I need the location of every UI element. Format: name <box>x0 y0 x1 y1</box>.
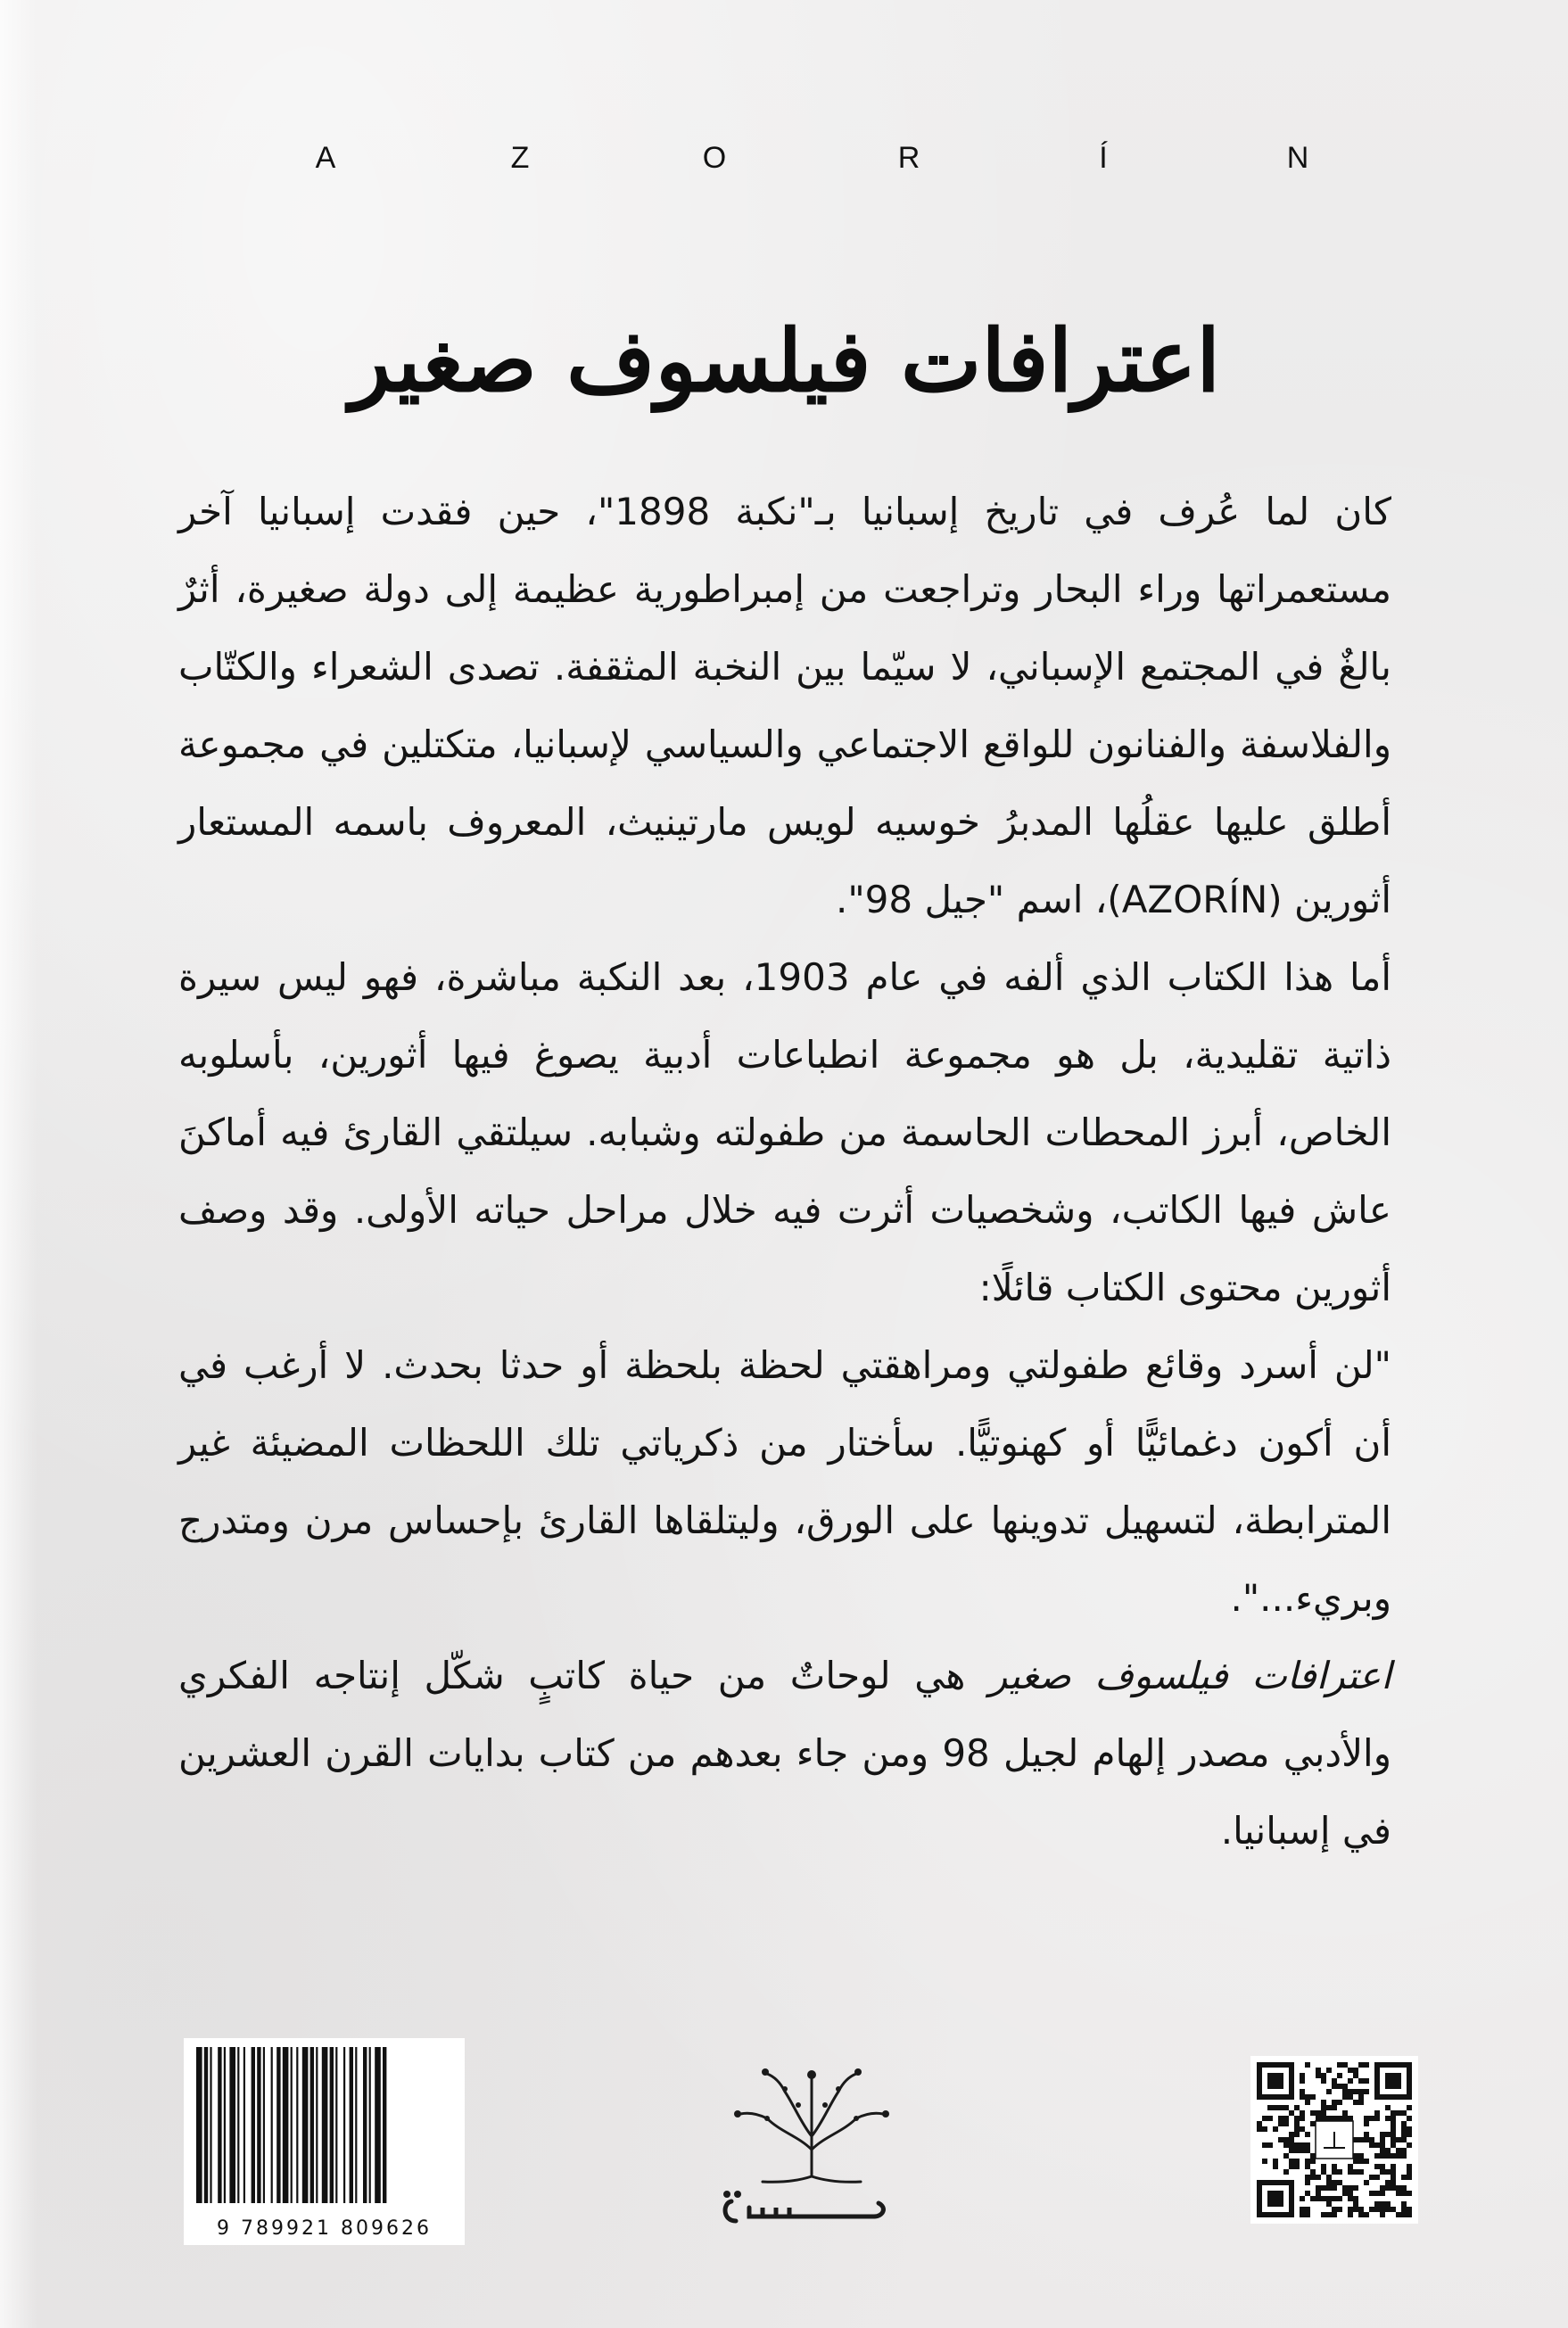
author-letter: Í <box>1099 141 1108 175</box>
closing-text: هي لوحاتٌ من حياة كاتبٍ شكّل إنتاجه الفكري والأدبي مصدر إلهام لجيل 98 ومن جاء بعدهم من كتاب بدايات القرن العشرين في إسبانيا. <box>178 1654 1391 1853</box>
isbn-number: 9 789921 809626 <box>217 2217 432 2240</box>
closing-book-title: اعترافات فيلسوف صغير <box>988 1654 1391 1697</box>
paper-edge <box>0 0 37 2328</box>
blurb-quote: "لن أسرد وقائع طفولتي ومراهقتي لحظة بلحظة أو حدثا بحدث. لا أرغب في أن أكون دغمائيًّا أو كهنوتيًّا. سأختار من ذكرياتي تلك اللحظات المضيئة غير المترابطة، لتسهيل تدوينها على الورق، وليتلقاها القارئ بإحساس مرن ومتدرج وبريء...". <box>178 1343 1391 1620</box>
qr-code-icon <box>1250 2056 1418 2224</box>
author-letter: Z <box>510 141 530 175</box>
book-title: اعترافات فيلسوف صغير <box>349 310 1221 411</box>
blurb-paragraph: كان لما عُرف في تاريخ إسبانيا بـ"نكبة 1898"، حين فقدت إسبانيا آخر مستعمراتها وراء البحار وتراجعت من إمبراطورية عظيمة إلى دولة صغيرة، أثرٌ بالغٌ في المجتمع الإسباني، لا سيّما بين النخبة المثقفة. تصدى الشعراء والكتّاب والفلاسفة والفنانون للواقع الاجتماعي والسياسي لإسبانيا، متكتلين في مجموعة أطلق عليها عقلُها المدبرُ خوسيه لويس مارتينيث، المعروف باسمه المستعار أثورين (AZORÍN)، اسم "جيل 98". <box>178 490 1391 921</box>
author-letter: O <box>702 141 727 175</box>
author-letter: A <box>315 141 336 175</box>
barcode-icon <box>184 2038 465 2217</box>
author-name <box>308 141 1316 186</box>
blurb-closing <box>178 1637 1391 1870</box>
author-letter: N <box>1286 141 1309 175</box>
publisher-logo <box>696 2043 928 2230</box>
blurb-paragraph: أما هذا الكتاب الذي ألفه في عام 1903، بعد النكبة مباشرة، فهو ليس سيرة ذاتية تقليدية، بل هو مجموعة انطباعات أدبية يصوغ فيها أثورين، بأسلوبه الخاص، أبرز المحطات الحاسمة من طفولته وشبابه. سيلتقي القارئ فيه أماكنَ عاش فيها الكاتب، وشخصيات أثرت فيه خلال مراحل حياته الأولى. وقد وصف أثورين محتوى الكتاب قائلًا: <box>178 955 1391 1309</box>
qr-code <box>1250 2056 1418 2224</box>
blurb <box>178 473 1391 1953</box>
tree-logo-icon <box>696 2043 928 2230</box>
author-letter: R <box>897 141 920 175</box>
barcode <box>184 2038 465 2245</box>
